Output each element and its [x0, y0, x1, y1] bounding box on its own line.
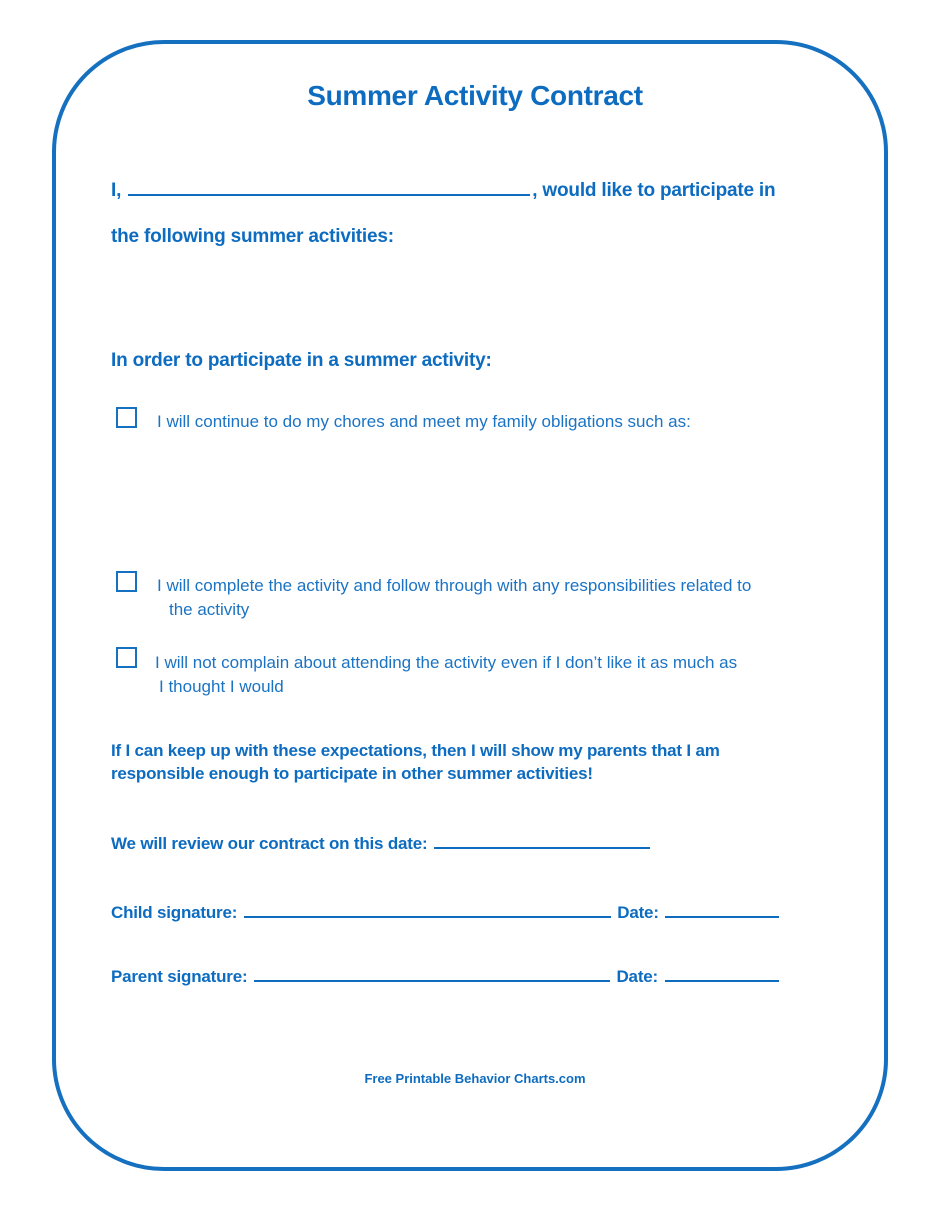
complete-activity-text-1: I will complete the activity and follow through with any responsibilities related to — [157, 576, 752, 595]
parent-signature-blank[interactable] — [254, 963, 610, 982]
closing-line-1: If I can keep up with these expectations, then I will show my parents that I am — [111, 741, 720, 760]
intro-line-1 — [111, 175, 775, 202]
child-signature-row — [111, 899, 781, 923]
no-complaining-checkbox[interactable] — [116, 647, 137, 668]
intro-line-2: the following summer activities: — [111, 226, 394, 247]
parent-date-label: Date: — [616, 967, 658, 986]
child-signature-label: Child signature: — [111, 903, 238, 922]
review-date-row — [111, 830, 652, 854]
chores-checkbox[interactable] — [116, 407, 137, 428]
intro-suffix: , would like to participate in — [532, 180, 776, 201]
parent-date-blank[interactable] — [665, 963, 779, 982]
no-complaining-text-2: I thought I would — [159, 677, 284, 696]
complete-activity-text-2: the activity — [169, 600, 250, 619]
review-date-label: We will review our contract on this date: — [111, 834, 428, 853]
conditions-heading: In order to participate in a summer activity: — [111, 350, 492, 371]
closing-line-2: responsible enough to participate in other summer activities! — [111, 764, 593, 783]
review-date-blank[interactable] — [434, 830, 650, 849]
chores-text: I will continue to do my chores and meet my family obligations such as: — [157, 412, 691, 431]
child-date-label: Date: — [617, 903, 659, 922]
complete-activity-checkbox[interactable] — [116, 571, 137, 592]
page-title: Summer Activity Contract — [307, 80, 643, 111]
child-date-blank[interactable] — [665, 899, 779, 918]
parent-signature-row — [111, 963, 781, 987]
no-complaining-text-1: I will not complain about attending the activity even if I don’t like it as much as — [155, 653, 738, 672]
name-blank[interactable] — [128, 175, 530, 196]
footer-credit: Free Printable Behavior Charts.com — [364, 1071, 586, 1086]
child-signature-blank[interactable] — [244, 899, 611, 918]
parent-signature-label: Parent signature: — [111, 967, 248, 986]
intro-prefix: I, — [111, 180, 122, 201]
